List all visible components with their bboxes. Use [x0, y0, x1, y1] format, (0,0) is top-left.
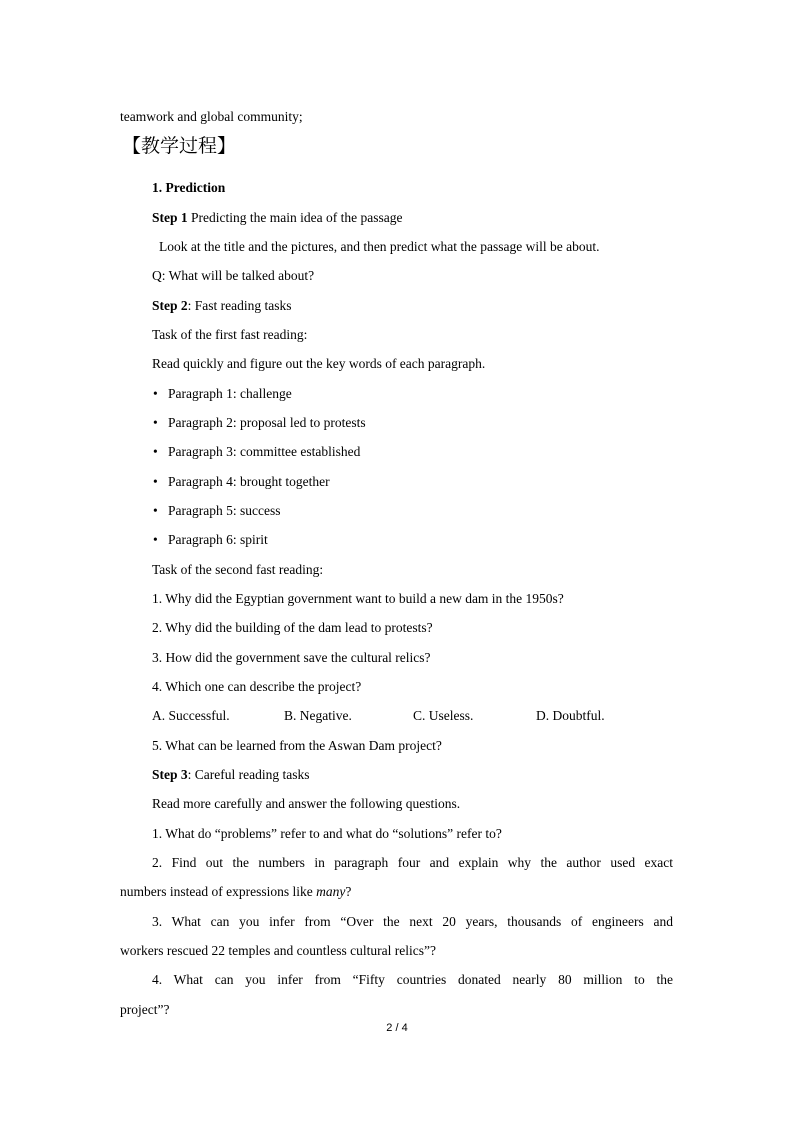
list-item: Paragraph 2: proposal led to protests	[168, 415, 366, 430]
bullet-icon: •	[153, 444, 158, 459]
option-a: A. Successful.	[152, 708, 230, 723]
q2-emphasis: many	[316, 884, 346, 899]
bullet-icon: •	[153, 415, 158, 430]
step2-text: : Fast reading tasks	[187, 298, 292, 313]
careful-question-4-line2: project”?	[120, 1002, 170, 1017]
question-1: 1. Why did the Egyptian government want to build a new dam in the 1950s?	[152, 591, 564, 606]
step2-label: Step 2	[152, 298, 188, 313]
question-3: 3. How did the government save the cultural relics?	[152, 650, 431, 665]
prediction-title: 1. Prediction	[152, 180, 226, 195]
bullet-icon: •	[153, 532, 158, 547]
prediction-question: Q: What will be talked about?	[152, 268, 315, 283]
step3-text: : Careful reading tasks	[187, 767, 310, 782]
section-heading: 【教学过程】	[122, 135, 237, 157]
careful-question-4-line1: 4. What can you infer from “Fifty countries donated nearly 80 million to the	[152, 972, 673, 987]
careful-question-2-line2	[120, 883, 351, 901]
list-item: Paragraph 4: brought together	[168, 474, 330, 489]
page-number: 2 / 4	[386, 1022, 408, 1034]
task2-title: Task of the second fast reading:	[152, 562, 324, 577]
option-c: C. Useless.	[413, 708, 474, 723]
step1-label: Step 1	[152, 210, 188, 225]
question-5: 5. What can be learned from the Aswan Dam project?	[152, 738, 442, 753]
option-d: D. Doubtful.	[536, 708, 605, 723]
step3-instruction: Read more carefully and answer the following questions.	[152, 796, 461, 811]
question-4: 4. Which one can describe the project?	[152, 679, 362, 694]
q2-text: numbers instead of expressions like	[120, 884, 317, 899]
list-item: Paragraph 5: success	[168, 503, 281, 518]
prediction-instruction: Look at the title and the pictures, and then predict what the passage will be about.	[159, 239, 600, 254]
list-item: Paragraph 6: spirit	[168, 532, 268, 547]
step1-text: Predicting the main idea of the passage	[191, 210, 403, 225]
q2-end: ?	[345, 884, 352, 899]
step3-label: Step 3	[152, 767, 188, 782]
bullet-icon: •	[153, 503, 158, 518]
bullet-icon: •	[153, 386, 158, 401]
careful-question-1: 1. What do “problems” refer to and what do “solutions” refer to?	[152, 826, 502, 841]
bullet-icon: •	[153, 474, 158, 489]
list-item: Paragraph 1: challenge	[168, 386, 292, 401]
task1-title: Task of the first fast reading:	[152, 327, 308, 342]
question-2: 2. Why did the building of the dam lead to protests?	[152, 620, 433, 635]
careful-question-3-line1: 3. What can you infer from “Over the next 20 years, thousands of engineers and	[152, 914, 673, 929]
careful-question-2-line1: 2. Find out the numbers in paragraph four and explain why the author used exact	[152, 855, 673, 870]
intro-line: teamwork and global community;	[120, 109, 303, 124]
step3-line	[152, 766, 309, 784]
task1-instruction: Read quickly and figure out the key words of each paragraph.	[152, 356, 486, 371]
step1-line	[152, 209, 402, 227]
careful-question-3-line2: workers rescued 22 temples and countless cultural relics”?	[120, 943, 437, 958]
step2-line	[152, 297, 292, 315]
list-item: Paragraph 3: committee established	[168, 444, 361, 459]
option-b: B. Negative.	[284, 708, 352, 723]
